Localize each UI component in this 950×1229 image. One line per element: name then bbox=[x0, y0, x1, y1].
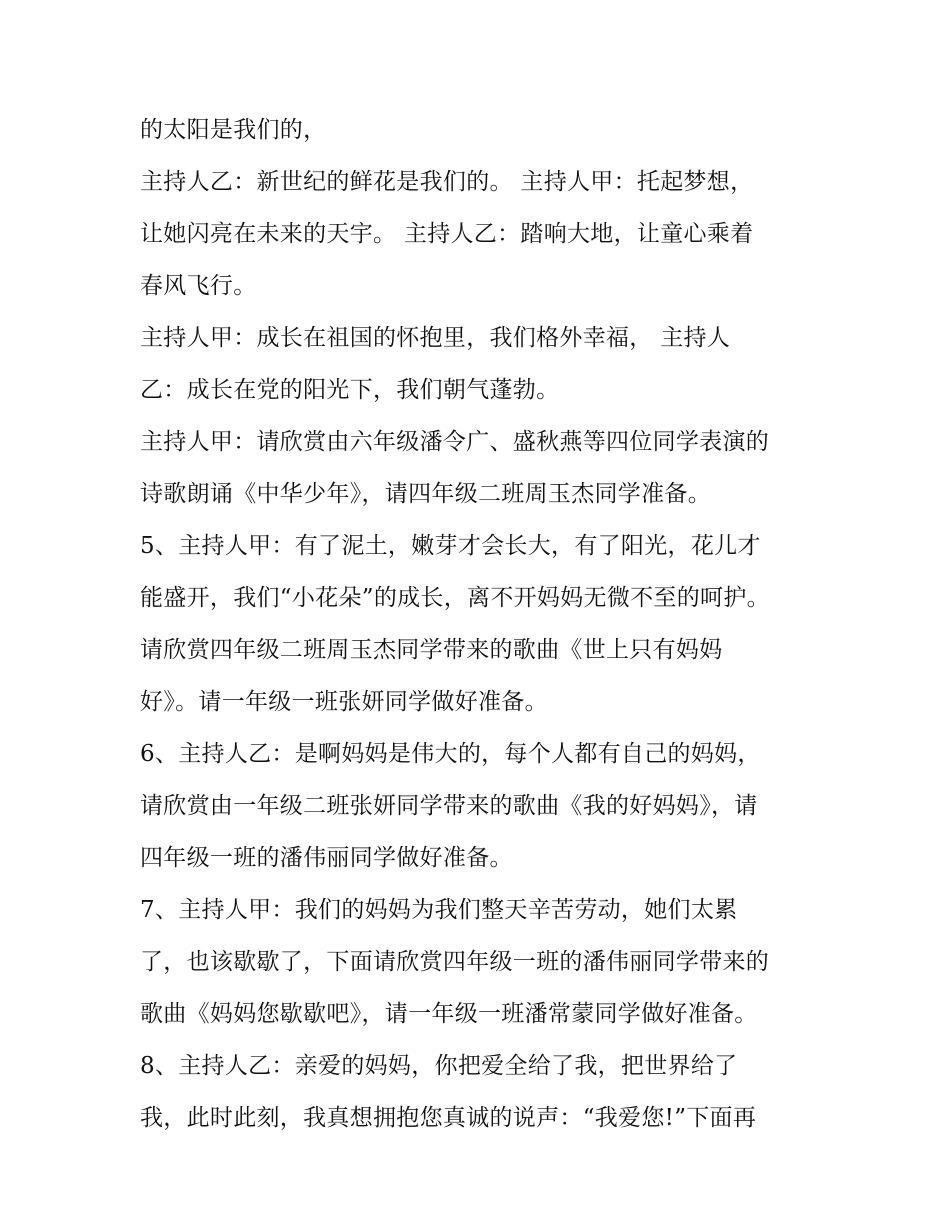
text-line: 能盛开，我们“小花朵”的成长，离不开妈妈无微不至的呵护。 bbox=[140, 585, 770, 611]
text-line: 诗歌朗诵《中华少年》，请四年级二班周玉杰同学准备。 bbox=[140, 481, 711, 507]
text-line: 主持人乙：新世纪的鲜花是我们的。 主持人甲：托起梦想， bbox=[140, 169, 754, 195]
text-line: 歌曲《妈妈您歇歇吧》，请一年级一班潘常蒙同学做好准备。 bbox=[140, 1001, 758, 1027]
text-line: 主持人甲：成长在祖国的怀抱里，我们格外幸福， 主持人 bbox=[140, 325, 731, 351]
text-line: 了，也该歇歇了，下面请欣赏四年级一班的潘伟丽同学带来的 bbox=[140, 949, 770, 975]
text-line: 春风飞行。 bbox=[140, 273, 257, 299]
text-line: 6、主持人乙：是啊妈妈是伟大的，每个人都有自己的妈妈， bbox=[140, 741, 761, 767]
text-line: 四年级一班的潘伟丽同学做好准备。 bbox=[140, 845, 513, 871]
text-line: 我，此时此刻，我真想拥抱您真诚的说声：“我爱您!”下面再 bbox=[140, 1105, 757, 1131]
text-line: 请欣赏由一年级二班张妍同学带来的歌曲《我的好妈妈》，请 bbox=[140, 793, 758, 819]
text-line: 的太阳是我们的， bbox=[140, 117, 327, 143]
text-line: 7、主持人甲：我们的妈妈为我们整天辛苦劳动，她们太累 bbox=[140, 897, 738, 923]
text-line: 主持人甲：请欣赏由六年级潘令广、盛秋燕等四位同学表演的 bbox=[140, 429, 770, 455]
text-line: 让她闪亮在未来的天宇。 主持人乙：踏响大地，让童心乘着 bbox=[140, 221, 754, 247]
text-line: 5、主持人甲：有了泥土，嫩芽才会长大，有了阳光，花儿才 bbox=[140, 533, 761, 559]
body-text bbox=[140, 109, 820, 1149]
text-line: 8、主持人乙：亲爱的妈妈，你把爱全给了我，把世界给了 bbox=[140, 1053, 738, 1079]
text-line: 请欣赏四年级二班周玉杰同学带来的歌曲《世上只有妈妈 bbox=[140, 637, 723, 663]
text-line: 好》。请一年级一班张妍同学做好准备。 bbox=[140, 689, 548, 715]
text-line: 乙：成长在党的阳光下，我们朝气蓬勃。 bbox=[140, 377, 560, 403]
